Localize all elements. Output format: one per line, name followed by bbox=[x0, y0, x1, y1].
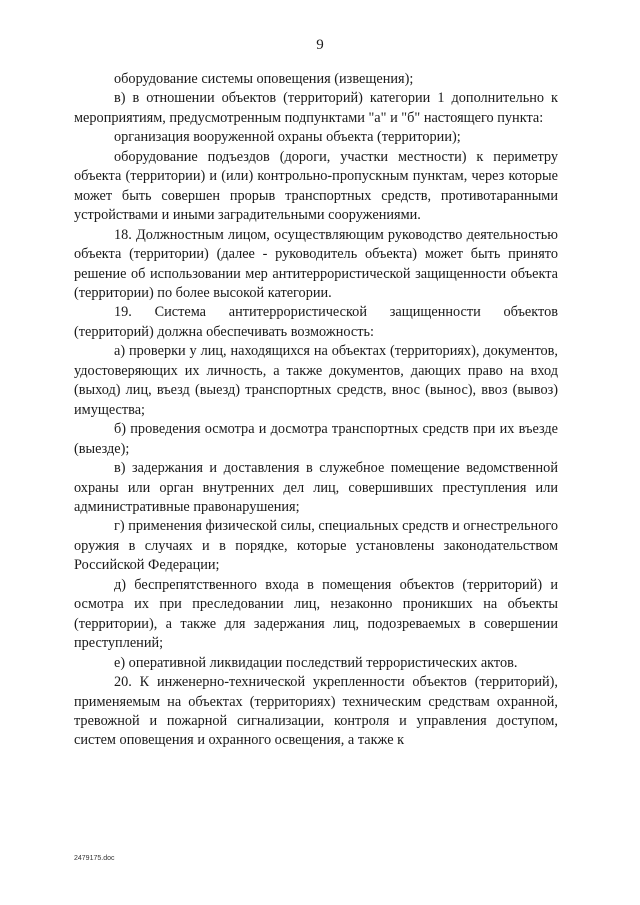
page-number: 9 bbox=[316, 37, 324, 53]
paragraph: в) задержания и доставления в служебное помещение ведомственной охраны или орган внутренних дел лиц, совершивших преступления или административные правонарушения; bbox=[74, 460, 558, 515]
document-body bbox=[74, 70, 558, 751]
paragraph: а) проверки у лиц, находящихся на объектах (территориях), документов, удостоверяющих их личность, а также документов, дающих право на вход (выход) лиц, въезд (выезд) транспортных средств, внос (вынос), ввоз (вывоз) имущества; bbox=[74, 343, 558, 418]
paragraph: 20. К инженерно-технической укрепленности объектов (территорий), применяемым на объектах (территориях) техническим средствам охранной, тревожной и пожарной сигнализации, контроля и управления доступом, систем оповещения и охранного освещения, а также к bbox=[74, 674, 558, 749]
paragraph: б) проведения осмотра и досмотра транспортных средств при их въезде (выезде); bbox=[74, 421, 558, 457]
paragraph: в) в отношении объектов (территорий) категории 1 дополнительно к мероприятиям, предусмотренным подпунктами "а" и "б" настоящего пункта: bbox=[74, 90, 558, 126]
paragraph: 18. Должностным лицом, осуществляющим руководство деятельностью объекта (территории) (далее - руководитель объекта) может быть принято решение об использовании мер антитеррористической защищенности объекта (территории) по более высокой категории. bbox=[74, 226, 558, 301]
paragraph: оборудование системы оповещения (извещения); bbox=[114, 71, 414, 87]
paragraph: г) применения физической силы, специальных средств и огнестрельного оружия в случаях и в порядке, которые установлены законодательством Российской Федерации; bbox=[74, 518, 558, 574]
paragraph: д) беспрепятственного входа в помещения объектов (территорий) и осмотра их при преследовании лиц, незаконно проникших на объекты (территории), а также для задержания лиц, подозреваемых в совершении преступлений; bbox=[74, 576, 558, 652]
document-file-reference: 2479175.doc bbox=[74, 855, 115, 862]
paragraph: 19. Система антитеррористической защищенности объектов (территорий) должна обеспечивать возможность: bbox=[74, 304, 558, 340]
paragraph: оборудование подъездов (дороги, участки местности) к периметру объекта (территории) и (или) контрольно-пропускным пунктам, через которые может быть совершен прорыв транспортных средств, противотаранными устройствами и иными заградительными сооружениями. bbox=[74, 148, 558, 224]
paragraph: организация вооруженной охраны объекта (территории); bbox=[114, 129, 461, 146]
paragraph: е) оперативной ликвидации последствий террористических актов. bbox=[114, 654, 518, 671]
